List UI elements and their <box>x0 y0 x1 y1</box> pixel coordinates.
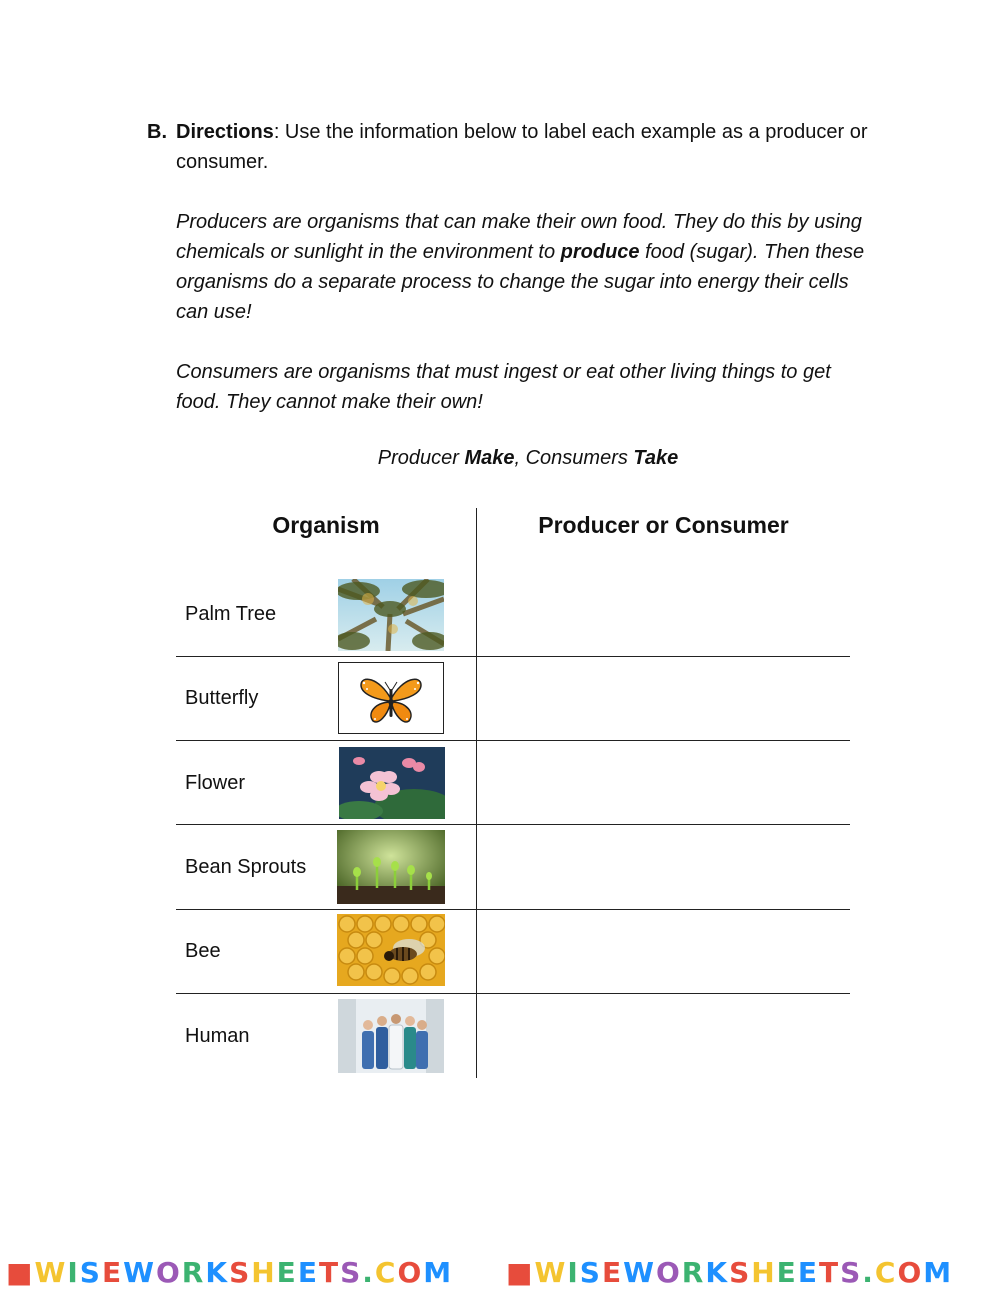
row-divider <box>176 993 850 994</box>
row-label-butterfly: Butterfly <box>185 687 259 709</box>
producers-paragraph: Producers are organisms that can make their own food. They do this by using chemicals or sunlight in the environment to produce food (sugar). Then these organisms do a separate process to change the sugar into energy their cells can use! <box>176 211 865 323</box>
header-organism: Organism <box>272 512 380 538</box>
wiseworksheets-logo: ■WISEWORKSHEETS.COM <box>506 1256 954 1289</box>
human-photo <box>338 999 444 1073</box>
consumers-paragraph: Consumers are organisms that must ingest or eat other living things to get food. They cannot make their own! <box>176 361 831 413</box>
organism-table <box>176 508 850 1078</box>
directions-instruction: : Use the information below to label each example as a producer or consumer. <box>176 121 868 173</box>
section-letter: B. <box>147 121 167 143</box>
row-divider <box>176 656 850 657</box>
row-label-bee: Bee <box>185 940 221 962</box>
row-label-flower: Flower <box>185 772 246 794</box>
row-label-bean-sprouts: Bean Sprouts <box>185 856 307 878</box>
directions-label: Directions <box>176 121 274 143</box>
row-label-human: Human <box>185 1025 250 1047</box>
row-divider <box>176 824 850 825</box>
row-label-palm-tree: Palm Tree <box>185 603 277 625</box>
directions <box>147 117 882 177</box>
palm-tree-photo <box>338 579 444 651</box>
butterfly-photo <box>338 662 444 734</box>
footer-watermark <box>0 1252 1000 1291</box>
directions-text <box>176 117 882 177</box>
row-divider <box>176 909 850 910</box>
row-divider <box>176 740 850 741</box>
header-producer-or-consumer: Producer or Consumer <box>538 512 789 538</box>
wiseworksheets-logo: ■WISEWORKSHEETS.COM <box>6 1256 454 1289</box>
motto: Producer Make, Consumers Take <box>377 447 679 469</box>
flower-photo <box>339 747 445 819</box>
bean-sprouts-photo <box>337 830 445 904</box>
bee-photo <box>337 914 445 986</box>
